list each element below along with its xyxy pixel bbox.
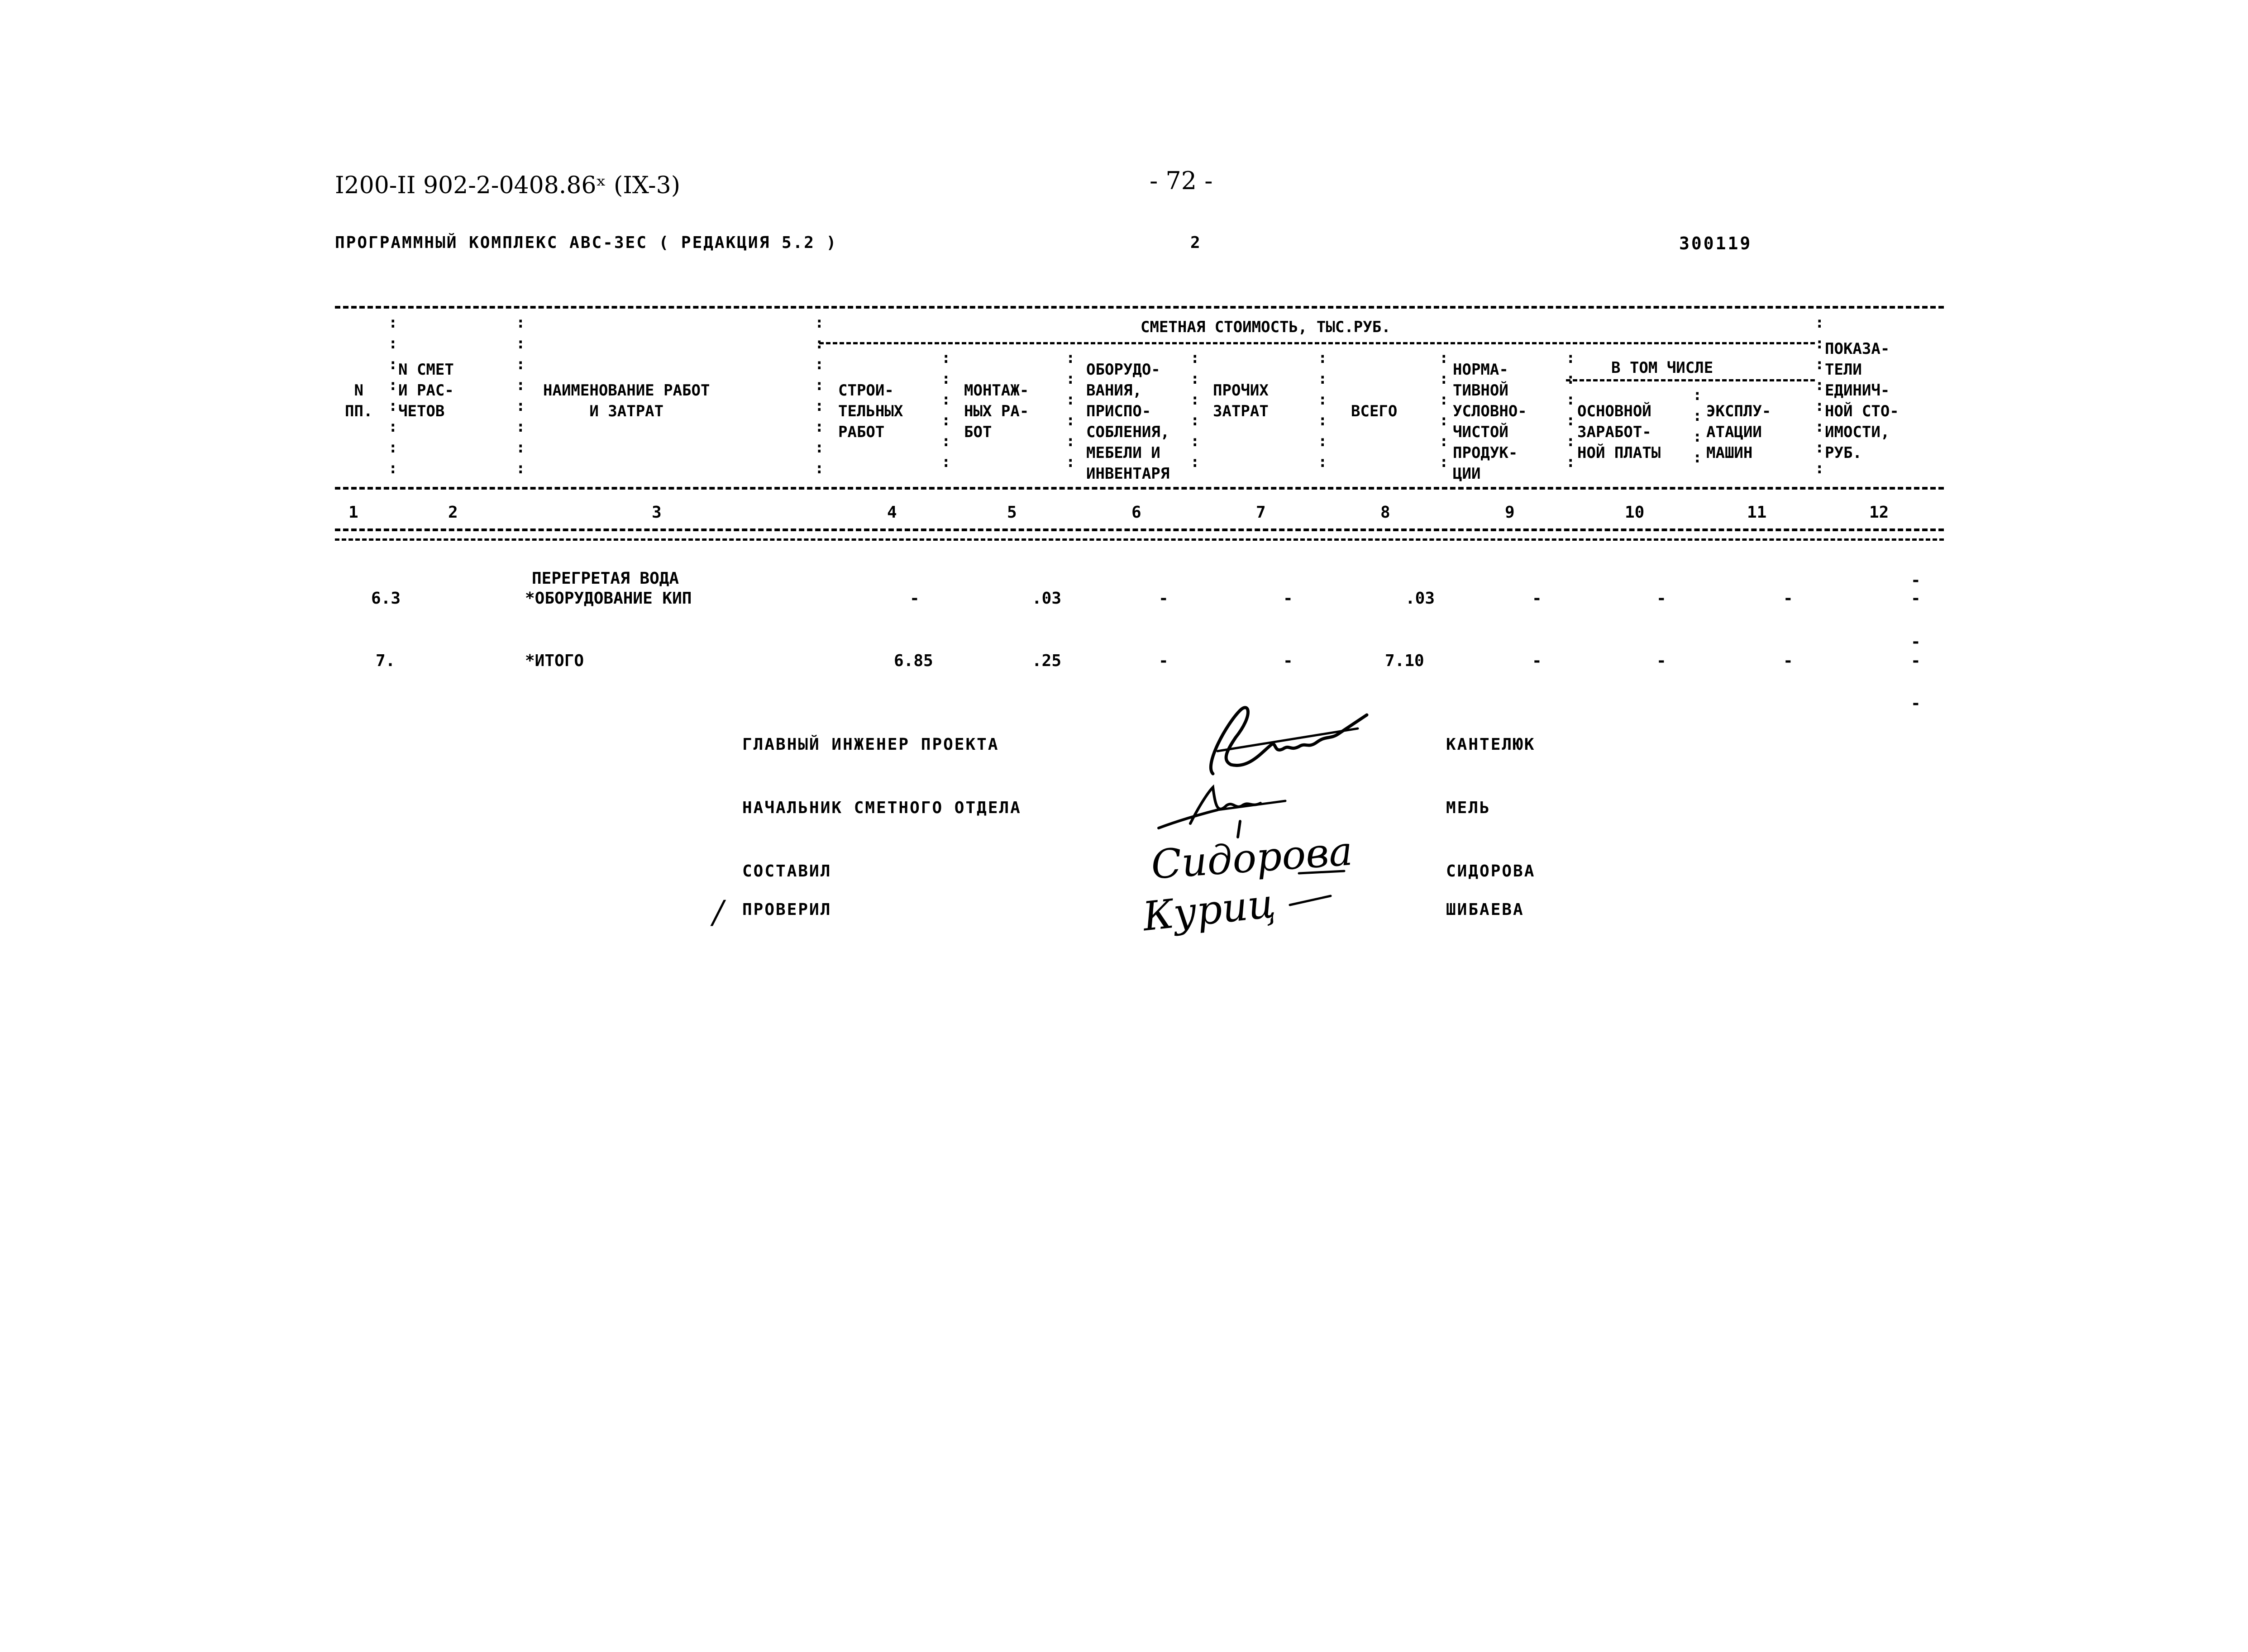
column-number: 7 [1256, 503, 1266, 522]
column-header-5: МОНТАЖ- НЫХ РА- БОТ [964, 381, 1029, 441]
cell-installation: .03 [1032, 589, 1062, 608]
document-code: I200-II 902-2-0408.86ˣ (IX-3) [335, 172, 680, 199]
page-number: - 72 - [1150, 167, 1213, 195]
row-name: *ОБОРУДОВАНИЕ КИП [525, 589, 692, 608]
check-mark: / [713, 894, 724, 931]
row-number: 6.3 [371, 589, 401, 608]
row-pre-label: ПЕРЕГРЕТАЯ ВОДА [532, 569, 679, 588]
cell-net-production: - [1532, 652, 1542, 670]
column-number: 12 [1869, 503, 1889, 522]
column-header-11: ЭКСПЛУ- АТАЦИИ МАШИН [1706, 402, 1771, 462]
cell-base-wage: - [1656, 589, 1666, 608]
column-header-10: ОСНОВНОЙ ЗАРАБОТ- НОЙ ПЛАТЫ [1577, 402, 1661, 462]
column-header-3: НАИМЕНОВАНИЕ РАБОТ И ЗАТРАТ [543, 381, 710, 420]
cell-construction: 6.85 [894, 652, 933, 670]
cell-equipment: - [1159, 652, 1169, 670]
column-separator: : : : : : : : : [516, 314, 525, 477]
column-separator: : : : : : : : : [1815, 314, 1824, 477]
program-line: ПРОГРАММНЫЙ КОМПЛЕКС АВС-ЗЕС ( РЕДАКЦИЯ 5.2 ) [335, 233, 838, 252]
group-header-cost: СМЕТНАЯ СТОИМОСТЬ, ТЫС.РУБ. [1141, 318, 1391, 336]
signature-title: СОСТАВИЛ [742, 862, 832, 881]
cell-base-wage: - [1656, 652, 1666, 670]
group-header-rule [819, 342, 1815, 344]
column-number: 4 [887, 503, 897, 522]
column-number: 5 [1007, 503, 1017, 522]
column-separator: : : : : : : : : [815, 314, 824, 477]
column-number: 2 [448, 503, 458, 522]
column-number-rule [335, 528, 1944, 531]
column-header-9: НОРМА- ТИВНОЙ УСЛОВНО- ЧИСТОЙ ПРОДУК- ЦИИ [1453, 361, 1527, 483]
column-header-1: N ПП. [345, 381, 373, 420]
sheet-number: 2 [1190, 233, 1200, 252]
handwritten-dash [1294, 864, 1349, 882]
signature-title: ГЛАВНЫЙ ИНЖЕНЕР ПРОЕКТА [742, 735, 999, 754]
column-header-8: ВСЕГО [1351, 402, 1398, 420]
header-bottom-rule [335, 487, 1944, 490]
signature-name: МЕЛЬ [1446, 799, 1491, 817]
column-separator: : : : : : : : : [388, 314, 398, 477]
row-number: 7. [376, 652, 396, 670]
cell-net-production: - [1532, 589, 1542, 608]
row-mark: - [1911, 633, 1921, 651]
column-header-12: ПОКАЗА- ТЕЛИ ЕДИНИЧ- НОЙ СТО- ИМОСТИ, РУБ. [1825, 340, 1899, 462]
column-separator: : : : : [1693, 386, 1702, 467]
cell-construction: - [910, 589, 920, 608]
subgroup-header-rule [1566, 379, 1815, 381]
handwritten-signature: Куриц [1141, 880, 1278, 940]
subgroup-header: В ТОМ ЧИСЛЕ [1611, 359, 1713, 377]
cell-machine-operation: - [1783, 589, 1793, 608]
handwritten-dash [1285, 887, 1340, 914]
cell-machine-operation: - [1783, 652, 1793, 670]
column-header-4: СТРОИ- ТЕЛЬНЫХ РАБОТ [838, 381, 903, 441]
trailing-mark: - [1911, 694, 1921, 713]
signature-title: НАЧАЛЬНИК СМЕТНОГО ОТДЕЛА [742, 799, 1021, 817]
column-header-2: N СМЕТ И РАС- ЧЕТОВ [398, 361, 454, 420]
column-number: 11 [1747, 503, 1767, 522]
column-separator: : : : : : : [1566, 349, 1575, 471]
table-top-rule [335, 306, 1944, 309]
signature-name: ШИБАЕВА [1446, 900, 1524, 919]
signature-name: КАНТЕЛЮК [1446, 735, 1536, 754]
signature-title: ПРОВЕРИЛ [742, 900, 832, 919]
cell-total: 7.10 [1385, 652, 1424, 670]
cell-unit-cost: - [1911, 589, 1921, 608]
column-separator: : : : : : : [1066, 349, 1075, 471]
object-code: 300119 [1679, 233, 1752, 253]
cell-installation: .25 [1032, 652, 1062, 670]
column-separator: : : : : : : [1190, 349, 1200, 471]
column-header-6: ОБОРУДО- ВАНИЯ, ПРИСПО- СОБЛЕНИЯ, МЕБЕЛИ И ИНВЕНТАРЯ [1086, 361, 1170, 483]
row-name: *ИТОГО [525, 652, 584, 670]
signature-name: СИДОРОВА [1446, 862, 1536, 881]
cell-other: - [1283, 589, 1293, 608]
column-header-7: ПРОЧИХ ЗАТРАТ [1213, 381, 1269, 420]
column-number: 9 [1505, 503, 1515, 522]
column-number: 6 [1131, 503, 1141, 522]
cell-unit-cost: - [1911, 652, 1921, 670]
cell-other: - [1283, 652, 1293, 670]
column-number: 8 [1380, 503, 1390, 522]
column-number: 3 [652, 503, 662, 522]
row-mark: - [1911, 571, 1921, 590]
column-number: 1 [348, 503, 358, 522]
column-separator: : : : : : : [1318, 349, 1327, 471]
column-separator: : : : : : : [941, 349, 951, 471]
handwritten-signature [1186, 697, 1376, 783]
handwritten-signature: Сидорова [1150, 827, 1354, 888]
column-separator: : : : : : : [1439, 349, 1449, 471]
column-number: 10 [1625, 503, 1645, 522]
cell-equipment: - [1159, 589, 1169, 608]
cell-total: .03 [1405, 589, 1435, 608]
column-number-bottom-rule [335, 538, 1944, 541]
